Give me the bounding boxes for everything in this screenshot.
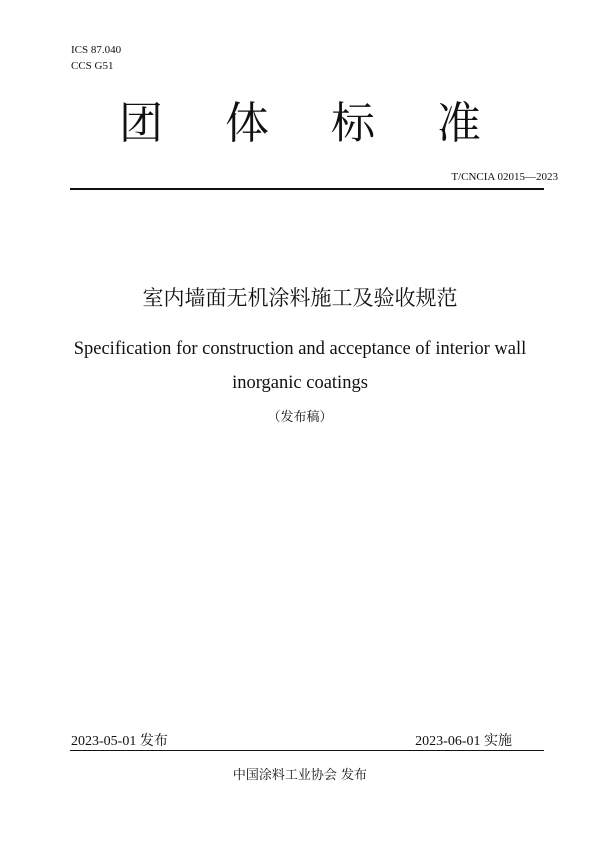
document-title-chinese: 室内墙面无机涂料施工及验收规范 (142, 286, 458, 310)
ics-code: ICS 87.040 (71, 44, 122, 56)
footer-divider (70, 750, 544, 751)
issue-date: 2023-05-01 发布 (71, 734, 168, 749)
implementation-date: 2023-06-01 实施 (415, 734, 512, 749)
header-divider (70, 188, 544, 190)
publisher-line: 中国涂料工业协会 发布 (232, 768, 368, 783)
standard-type-heading: 团体标准 (119, 98, 543, 149)
draft-status-note: （发布稿） (267, 410, 333, 425)
standard-number: T/CNCIA 02015—2023 (451, 171, 558, 183)
ccs-code: CCS G51 (71, 60, 114, 72)
document-title-english: Specification for construction and acceptance of interior wall inorganic coatings (73, 339, 527, 393)
